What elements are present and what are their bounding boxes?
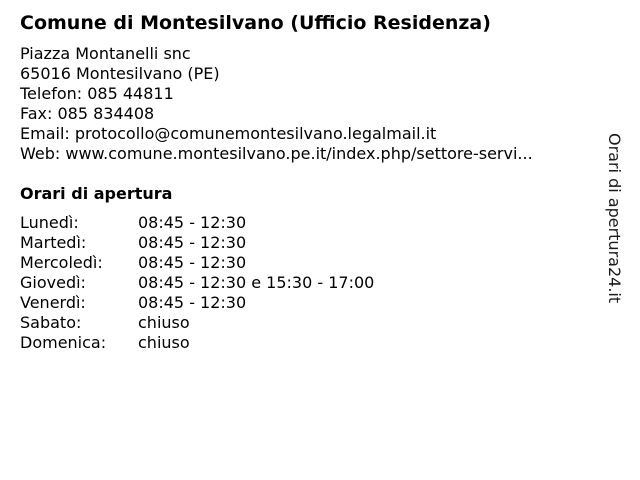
website-url: Web: www.comune.montesilvano.pe.it/index.php/settore-servi... bbox=[20, 144, 533, 163]
hours-day-label: Martedì: bbox=[20, 233, 87, 252]
office-title: Comune di Montesilvano (Ufficio Residenza) bbox=[20, 12, 491, 34]
hours-day-label: Mercoledì: bbox=[20, 253, 103, 272]
hours-day-label: Domenica: bbox=[20, 333, 107, 352]
hours-day-label: Giovedì: bbox=[20, 273, 86, 292]
hours-day-label: Sabato: bbox=[20, 313, 82, 332]
hours-time-value: 08:45 - 12:30 e 15:30 - 17:00 bbox=[138, 273, 375, 292]
hours-time-value: 08:45 - 12:30 bbox=[138, 233, 247, 252]
hours-day-label: Lunedì: bbox=[20, 213, 79, 232]
hours-time-value: chiuso bbox=[138, 333, 190, 352]
phone-number: Telefon: 085 44811 bbox=[20, 84, 174, 103]
contact-info bbox=[20, 44, 533, 164]
fax-number: Fax: 085 834408 bbox=[20, 104, 155, 123]
hours-time-value: chiuso bbox=[138, 313, 190, 332]
hours-time-value: 08:45 - 12:30 bbox=[138, 253, 247, 272]
address-city: 65016 Montesilvano (PE) bbox=[20, 64, 220, 83]
hours-time-value: 08:45 - 12:30 bbox=[138, 213, 247, 232]
site-watermark: Orari di apertura24.it bbox=[605, 133, 624, 304]
email-address: Email: protocollo@comunemontesilvano.legalmail.it bbox=[20, 124, 437, 143]
address-street: Piazza Montanelli snc bbox=[20, 44, 191, 63]
hours-day-label: Venerdì: bbox=[20, 293, 86, 312]
hours-time-value: 08:45 - 12:30 bbox=[138, 293, 247, 312]
opening-hours-heading: Orari di apertura bbox=[20, 184, 173, 203]
